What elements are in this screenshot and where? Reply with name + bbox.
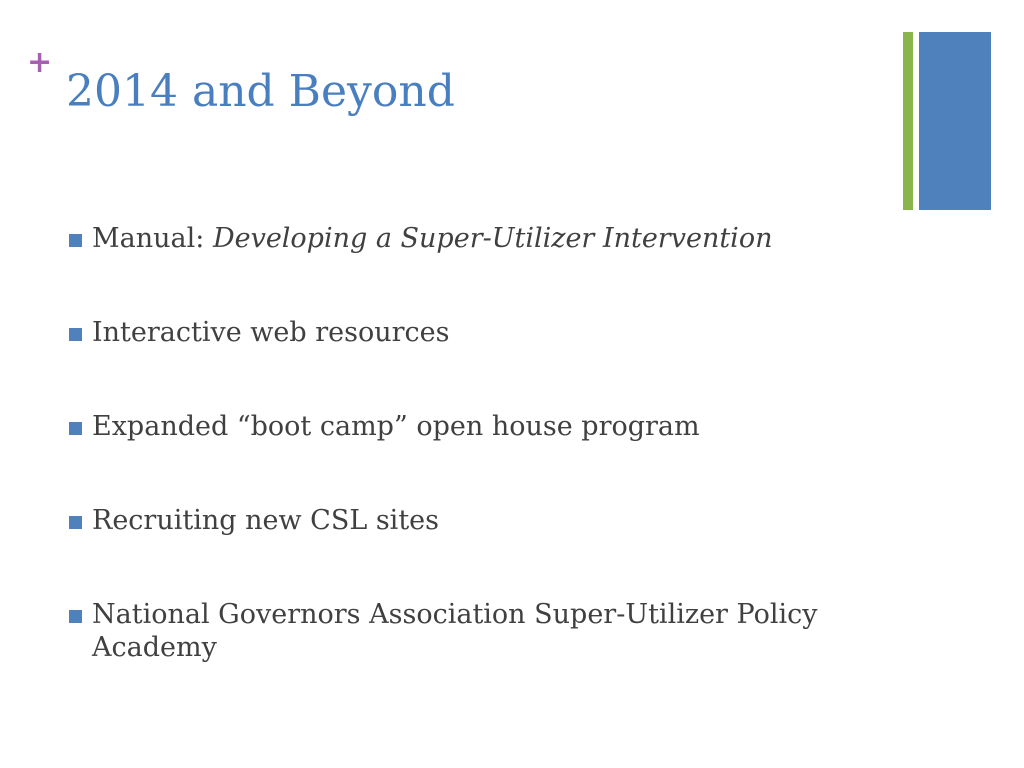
bullet-text: National Governors Association Super-Utilizer Policy Academy xyxy=(92,599,818,663)
square-bullet-icon xyxy=(69,516,82,529)
bullet-text: Manual: xyxy=(92,223,213,254)
bullet-item-web-resources xyxy=(69,316,869,349)
bullet-text: Recruiting new CSL sites xyxy=(92,505,440,536)
bullet-text: Expanded “boot camp” open house program xyxy=(92,411,700,442)
plus-icon: + xyxy=(27,45,53,80)
square-bullet-icon xyxy=(69,328,82,341)
bullet-emphasis: Developing a Super-Utilizer Intervention xyxy=(212,223,773,254)
slide-title: 2014 and Beyond xyxy=(66,66,455,117)
accent-bar-blue xyxy=(919,32,991,210)
square-bullet-icon xyxy=(69,610,82,623)
accent-bar-green xyxy=(903,32,913,210)
bullet-item-boot-camp xyxy=(69,410,869,443)
square-bullet-icon xyxy=(69,422,82,435)
bullet-text: Interactive web resources xyxy=(92,317,450,348)
bullet-list xyxy=(69,222,869,664)
square-bullet-icon xyxy=(69,234,82,247)
bullet-item-policy-academy xyxy=(69,598,869,664)
bullet-item-manual xyxy=(69,222,869,255)
bullet-item-csl-sites xyxy=(69,504,869,537)
